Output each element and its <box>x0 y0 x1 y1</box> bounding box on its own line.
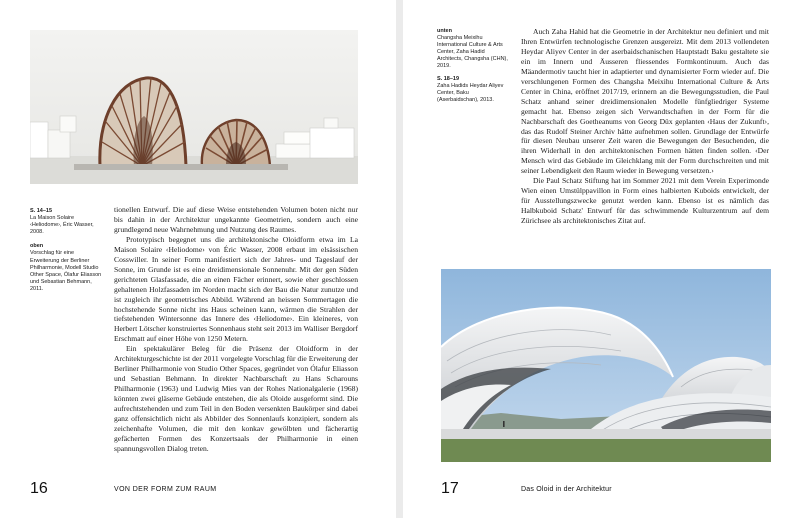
photo-changsha-meixihu <box>441 269 771 462</box>
caption-text: La Maison Solaire ‹Heliodome›, Éric Wasser, 2008. <box>30 215 94 236</box>
body-text-right <box>521 27 769 226</box>
caption-text: Zaha Hadids Heydar Aliyev Center, Baku (Aserbaidschan), 2013. <box>437 82 504 103</box>
paragraph: Auch Zaha Hahid hat die Geometrie in der Architektur neu definiert und mit Ihren Entwürfen technologische Grenzen ausgereizt. Mit dem 2013 vollendeten Heydar Aliyev Center in der aserbaidschanischen Hauptstadt Baku gestaltete sie ein im Innern und Äusseren fliessendes Formkontinuum. Auch das Mäandermotiv taucht hier in adaptierter und dynamisierter Form wieder auf. Die verschlungenen Formen des Changsha Meixihu International Culture & Arts Center in China, eröffnet 2017/19, erinnern an die Bewegungsstudien, die Paul Schatz anhand seiner dreidimensionalen Modelle fünfgliedriger Systeme gemacht hat. Ebenso zeigen sich Verwandtschaften in der Form für die Nachbarschaft des Goetheanums von Georg Düx geplanten ‹Haus der Zukunft›, das das Rudolf Steiner Archiv hätte aufnehmen sollen. Grundlage der Entwürfe für diesen Neubau unserer Zeit waren die Bewegungen der Besuchenden, die ihren Widerhall in den architektonischen Formen hätten finden sollen. ‹Der Mensch wird das Gebäude im Gleichklang mit der Form durchschreiten und mit seiner Lebendigkeit den Raum wieder in Bewegung versetzen.› <box>521 27 769 176</box>
oloid-model-illustration <box>30 30 358 184</box>
caption-block-right <box>437 28 511 104</box>
caption-text: Vorschlag für eine Erweiterung der Berliner Philharmonie, Modell Studio Other Space, Ólafur Eliasson und Sebastian Behmann, 2011. <box>30 250 102 292</box>
paragraph: tionellen Entwurf. Die auf diese Weise entstehenden Volumen boten nicht nur bis dahin in der Architektur ungekannte Geometrien, sondern auch eine grundlegend neue Wahrnehmung und Nutzung des Raumes. <box>114 205 358 234</box>
page-number: 16 <box>30 480 48 497</box>
right-page <box>403 0 800 518</box>
caption-ref: S. 14–15 <box>30 208 53 214</box>
page-number: 17 <box>441 480 459 497</box>
caption-ref: unten <box>437 28 452 34</box>
running-head: VON DER FORM ZUM RAUM <box>114 486 217 493</box>
running-head: Das Oloid in der Architektur <box>521 486 612 493</box>
left-page <box>0 0 396 518</box>
caption-ref: oben <box>30 243 44 250</box>
caption-block-left <box>30 208 102 293</box>
caption-item <box>30 243 102 293</box>
caption-text: Changsha Meixihu International Culture & Arts Center, Zaha Hadid Architects, Changsha (CHN), 2019. <box>437 35 508 70</box>
caption-item <box>437 28 511 71</box>
photo-oloid-model <box>30 30 358 184</box>
body-text-left <box>114 205 358 454</box>
caption-ref: S. 18–19 <box>437 75 460 82</box>
caption-item <box>437 76 511 104</box>
caption-item <box>30 208 102 236</box>
paragraph: Ein spektakulärer Beleg für die Präsenz der Oloidform in der Architekturgeschichte ist der 2011 vorgelegte Vorschlag für die Erweiterung der Berliner Philharmonie von Studio Other Spaces, gegründet von Ólafur Eliasson und Sebastian Behmann. In direkter Nachbarschaft zu Hans Scharouns Philharmonie (1963) und Ludwig Mies van der Rohes Nationalgalerie (1968) könnten zwei gläserne Gebäude entstehen, die als Oloide ausgeformt sind. Die aufrechtstehenden und zum Teil in den Boden versenkten Baukörper sind dabei ganz offensichtlich nicht als Abbilder des Sonnenlaufs konzipiert, sondern als zeichenhafte Volumen, die mit den konkav gewölbten und fächerartig gefächerten Formen des Konzertsaals der Philharmonie in einen spannungsvollen Dialog treten. <box>114 344 358 453</box>
paragraph: Die Paul Schatz Stiftung hat im Sommer 2021 mit dem Verein Experimonde Wien einen Umstülppavillon in Form eines halbierten Kuboids entwickelt, der für Ausstellungszwecke genutzt werden kann. Ebenso ist es nämlich das Halbkuboid Schatz' Entwurf für das schwimmende Kulturzentrum auf dem Zürichsee als architektonisches Zitat auf. <box>521 176 769 226</box>
changsha-building-illustration <box>441 269 771 462</box>
paragraph: Prototypisch begegnet uns die architektonische Oloidform etwa im La Maison Solaire ‹Heliodome› von Éric Wasser, 2008 erbaut im elsässischen Cosswiller. In seiner Form manifestiert sich der Jahres- und Tageslauf der Sonne, im Grunde ist es eine dreidimensionale Sonnenuhr. Mit der gen Süden gerichteten Glasfassade, die an einen Fächer erinnert, sowie eher geschlossen gehaltenen Holzfassaden im Norden macht sich der Bau die Natur zunutze und ist zugleich ihr geometrisches Abbild. Während an heissen Sommertagen die hochstehende Sonne nicht ins Haus scheinen kann, wärmen die Strahlen der tiefstehenden Wintersonne das Innere des ‹Heliodome›. Ein kleineres, von Herbert Lötscher konstruiertes Sonnenhaus steht seit 2013 im Walliser Bergdorf Erschmatt auf einer Höhe von 1250 Metern. <box>114 234 358 344</box>
